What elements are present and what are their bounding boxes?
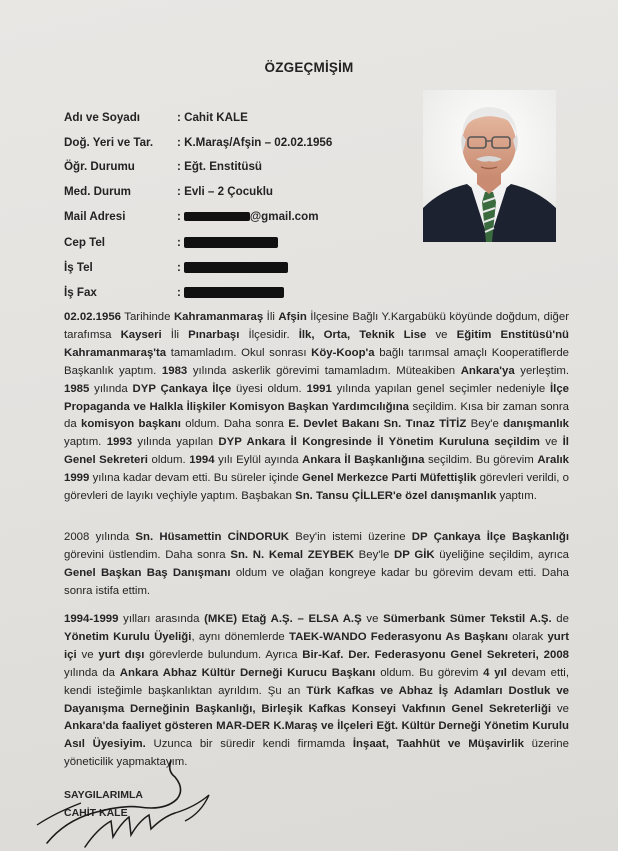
text-run: yılı Eylül ayında — [214, 454, 303, 467]
field-label-mail: Mail Adresi — [64, 210, 126, 223]
field-label-marital: Med. Durum — [64, 185, 131, 198]
field-value-mobile — [177, 236, 278, 249]
page-title: ÖZGEÇMİŞİM — [264, 60, 354, 75]
field-value-birth: : K.Maraş/Afşin – 02.02.1956 — [177, 136, 333, 149]
text-run: yılına kadar devam etti. Bu süreler içinde — [89, 472, 303, 485]
field-value-work-phone — [177, 261, 288, 274]
bold-text-run: Kayseri — [120, 328, 162, 341]
text-run: Bey'in istemi üzerine — [289, 531, 412, 543]
bold-text-run: DP GİK — [394, 548, 435, 561]
bold-text-run: Ankara'da faaliyet gösteren MAR-DER K.Maraş ve İlçeleri Eğt. Kültür Derneği Yönetim Kurulu Asıl Üyesiyim. — [64, 720, 569, 751]
field-value-name: : Cahit KALE — [177, 111, 248, 124]
text-run: ve — [361, 613, 384, 625]
text-run: İlçesidir. — [239, 328, 299, 341]
bold-text-run: 1994-1999 — [64, 613, 119, 625]
text-run: yılında yapılan genel seçimler nedeniyle — [331, 382, 550, 395]
bold-text-run: Sümerbank Sümer Tekstil A.Ş. — [383, 613, 552, 625]
signoff-text: SAYGILARIMLA — [64, 789, 143, 801]
text-run: seçildim. Bu görevim — [424, 454, 538, 467]
bold-text-run: E. Devlet Bakanı Sn. Tınaz TİTİZ — [288, 418, 467, 431]
portrait-image — [423, 90, 556, 242]
bold-text-run: İl Genel Sekreteri — [64, 436, 569, 467]
redaction-bar — [184, 237, 278, 248]
text-run: 2008 — [64, 531, 90, 543]
bold-text-run: Genel Başkan Baş Danışmanı — [64, 566, 231, 579]
bold-text-run: DP Çankaya İlçe Başkanlığı — [411, 531, 569, 543]
field-label-birth: Doğ. Yeri ve Tar. — [64, 136, 154, 149]
bold-text-run: Afşin — [278, 311, 307, 323]
bold-text-run: İlçe Propaganda ve Halkla İlişkiler Komisyon Başkan Yardımcılığına — [64, 382, 569, 413]
bold-text-run: Türk Kafkas ve Abhaz İş Adamları Dostluk ve Dayanışma Derneğinin Başkanlığı, Birleşik Kafkas Konseyi Vakfının Genel Sekreterliği — [64, 684, 569, 715]
text-run: yılında — [89, 531, 136, 543]
text-run: İli — [161, 328, 189, 341]
bold-text-run: 1983 — [161, 364, 188, 377]
text-run: oldum ve olağan kongreye kadar bu görevim devam etti. Daha sonra istifa ettim. — [64, 566, 569, 597]
text-run: tamamladım. Okul sonrası — [166, 346, 312, 359]
biography-paragraph-3 — [64, 611, 569, 772]
field-label-mobile: Cep Tel — [64, 236, 106, 249]
bold-text-run: Genel Merkezce Parti Müfettişlik — [302, 472, 477, 485]
bold-text-run: TAEK-WANDO Federasyonu As Başkanı — [288, 630, 508, 643]
text-run: olarak — [507, 630, 548, 643]
bold-text-run: Kahramanmaraş — [173, 311, 264, 323]
bold-text-run: İnşaat, Taahhüt ve Müşavirlik — [352, 738, 524, 751]
bold-text-run: 1991 — [306, 382, 332, 395]
field-colon: : — [177, 210, 181, 223]
field-value-mail — [177, 210, 319, 223]
field-colon: : — [177, 286, 181, 299]
text-run: görevlerde bulundum. Ayrıca — [144, 648, 303, 661]
bold-text-run: Pınarbaşı — [188, 328, 240, 341]
text-run: üyeliğine seçildim, ayrıca — [434, 548, 570, 561]
bold-text-run: danışmanlık — [503, 418, 569, 431]
text-run: de — [551, 613, 569, 625]
field-colon: : — [177, 236, 181, 249]
bold-text-run: DYP Çankaya İlçe — [132, 382, 232, 395]
field-value-marital: : Evli – 2 Çocuklu — [177, 185, 273, 198]
redaction-bar — [184, 212, 250, 221]
text-run: Bey'e — [466, 418, 504, 431]
text-run: yılında — [89, 382, 133, 395]
field-value-work-fax — [177, 286, 284, 299]
text-run: yılları arasında — [118, 613, 205, 625]
text-run: yılında da — [64, 666, 120, 679]
bold-text-run: Aralık 1999 — [64, 454, 569, 485]
redaction-bar — [184, 262, 288, 273]
text-run: ve — [76, 648, 99, 661]
bold-text-run: Sn. Tansu ÇİLLER'e özel danışmanlık — [295, 490, 497, 503]
bold-text-run: 1993 — [106, 436, 133, 449]
bold-text-run: yurt dışı — [98, 648, 145, 661]
bold-text-run: Eğitim Enstitüsü'nü Kahramanmaraş'ta — [64, 328, 569, 359]
bold-text-run: Ankara Abhaz Kültür Derneği Kurucu Başkanı — [119, 666, 376, 679]
text-run: yılında askerlik görevimi tamamladım. Müteakiben — [187, 364, 461, 377]
field-label-education: Öğr. Durumu — [64, 160, 135, 173]
text-run: devam etti, kendi isteğimle başkanlıktan ayrıldım. Şu an — [64, 666, 569, 697]
bold-text-run: Ankara İl Başkanlığına — [302, 454, 425, 467]
text-run: üyesi oldum. — [231, 382, 307, 395]
bold-text-run: Sn. N. Kemal ZEYBEK — [230, 548, 354, 561]
text-run: seçildim. Kısa bir zaman sonra da — [64, 400, 569, 431]
text-run: , aynı dönemlerde — [191, 630, 289, 643]
text-run: oldum. — [147, 454, 190, 467]
bold-text-run: Köy-Koop'a — [311, 346, 375, 359]
text-run: ve — [551, 702, 569, 715]
text-run: yaptım. — [496, 490, 537, 503]
handwritten-signature — [25, 755, 235, 851]
bold-text-run: 02.02.1956 — [64, 311, 122, 323]
field-colon: : — [177, 261, 181, 274]
bold-text-run: Bir-Kaf. Der. Federasyonu Genel Sekreteri, 2008 — [302, 648, 569, 661]
bold-text-run: 1994 — [189, 454, 215, 467]
field-value-education: : Eğt. Enstitüsü — [177, 160, 263, 173]
field-label-work-fax: İş Fax — [64, 286, 97, 299]
bold-text-run: yurt içi — [64, 630, 569, 661]
redaction-bar — [184, 287, 284, 298]
field-label-name: Adı ve Soyadı — [64, 111, 141, 124]
bold-text-run: İlk, Orta, Teknik Lise — [298, 328, 427, 341]
signer-name: CAHİT KALE — [64, 807, 128, 819]
bold-text-run: DYP Ankara İl Kongresinde İl Yönetim Kuruluna seçildim — [218, 436, 540, 449]
bold-text-run: komisyon başkanı — [81, 418, 181, 431]
portrait-photo — [423, 90, 556, 242]
biography-paragraph-1 — [64, 309, 569, 506]
text-run: Tarihinde — [121, 311, 174, 323]
text-run: yerleştim. — [514, 364, 570, 377]
text-run: ve — [426, 328, 457, 341]
text-run: yılında yapılan — [132, 436, 219, 449]
text-run: oldum. Daha sonra — [180, 418, 289, 431]
text-run: bağlı tarımsal amaçlı Kooperatiflerde Başkanlık yaptım. — [64, 346, 569, 377]
text-run: üzerine yöneticilik yapmaktayım. — [64, 738, 569, 769]
text-run: yaptım. — [64, 436, 107, 449]
field-label-work-phone: İş Tel — [64, 261, 93, 274]
bold-text-run: (MKE) Etağ A.Ş. – ELSA A.Ş — [204, 613, 362, 625]
bold-text-run: Yönetim Kurulu Üyeliği — [64, 630, 192, 643]
text-run: oldum. Bu görevim — [375, 666, 484, 679]
text-run: görevleri verildi, o görevleri de layıkı veçhiyle yaptım. Başbakan — [64, 472, 569, 503]
bold-text-run: 4 yıl — [483, 666, 507, 679]
text-run: İli — [263, 311, 279, 323]
text-run: ve — [539, 436, 563, 449]
text-run: İlçesine Bağlı Y.Kargabükü köyünde doğdum, diğer tarafımsa — [64, 311, 569, 341]
bold-text-run: 1985 — [64, 382, 90, 395]
bold-text-run: Sn. Hüsamettin CİNDORUK — [135, 531, 290, 543]
biography-paragraph-2 — [64, 529, 569, 601]
text-run: Uzunca bir süredir kendi firmamda — [145, 738, 353, 751]
text-run: görevini üstlendim. Daha sonra — [64, 548, 231, 561]
mail-domain: @gmail.com — [249, 210, 319, 223]
text-run: Bey'le — [353, 548, 395, 561]
bold-text-run: Ankara'ya — [460, 364, 515, 377]
